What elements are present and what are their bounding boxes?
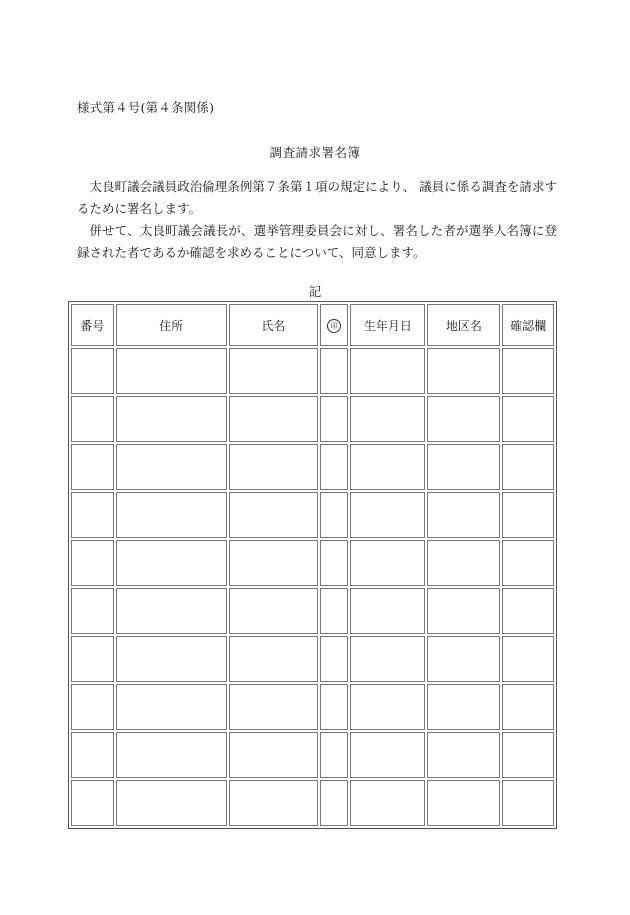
- paragraph-consent: 併せて、太良町議会議長が、選挙管理委員会に対し、署名した者が選挙人名簿に登録された者であるか確認を求めることについて、同意します。: [77, 223, 557, 260]
- cell-address[interactable]: [116, 396, 227, 442]
- table-header-row: [71, 304, 554, 346]
- cell-name[interactable]: [229, 780, 318, 826]
- cell-seal[interactable]: [320, 780, 348, 826]
- cell-seal[interactable]: [320, 732, 348, 778]
- ki-label: 記: [308, 284, 322, 299]
- cell-number[interactable]: [71, 588, 114, 634]
- cell-name[interactable]: [229, 732, 318, 778]
- cell-birthdate[interactable]: [350, 348, 425, 394]
- cell-number[interactable]: [71, 444, 114, 490]
- cell-address[interactable]: [116, 588, 227, 634]
- paragraph-request: 太良町議会議員政治倫理条例第７条第１項の規定により、 議員に係る調査を請求するために署名します。: [77, 179, 557, 216]
- cell-address[interactable]: [116, 636, 227, 682]
- cell-confirmation[interactable]: [502, 444, 554, 490]
- table-body: [71, 348, 554, 826]
- cell-seal[interactable]: [320, 588, 348, 634]
- cell-confirmation[interactable]: [502, 684, 554, 730]
- cell-district[interactable]: [427, 348, 500, 394]
- cell-name[interactable]: [229, 636, 318, 682]
- cell-seal[interactable]: [320, 396, 348, 442]
- cell-birthdate[interactable]: [350, 588, 425, 634]
- cell-name[interactable]: [229, 540, 318, 586]
- cell-name[interactable]: [229, 396, 318, 442]
- cell-name[interactable]: [229, 588, 318, 634]
- cell-number[interactable]: [71, 780, 114, 826]
- cell-name[interactable]: [229, 684, 318, 730]
- table-row: [71, 540, 554, 586]
- cell-seal[interactable]: [320, 540, 348, 586]
- cell-confirmation[interactable]: [502, 636, 554, 682]
- cell-district[interactable]: [427, 540, 500, 586]
- cell-district[interactable]: [427, 636, 500, 682]
- seal-icon: 印: [327, 319, 341, 333]
- cell-district[interactable]: [427, 492, 500, 538]
- cell-name[interactable]: [229, 444, 318, 490]
- cell-address[interactable]: [116, 492, 227, 538]
- cell-district[interactable]: [427, 444, 500, 490]
- cell-confirmation[interactable]: [502, 492, 554, 538]
- cell-birthdate[interactable]: [350, 444, 425, 490]
- table-row: [71, 588, 554, 634]
- cell-address[interactable]: [116, 348, 227, 394]
- cell-confirmation[interactable]: [502, 588, 554, 634]
- header-number: 番号: [71, 304, 114, 346]
- cell-number[interactable]: [71, 540, 114, 586]
- cell-district[interactable]: [427, 588, 500, 634]
- cell-confirmation[interactable]: [502, 732, 554, 778]
- cell-number[interactable]: [71, 636, 114, 682]
- cell-birthdate[interactable]: [350, 492, 425, 538]
- cell-district[interactable]: [427, 780, 500, 826]
- cell-confirmation[interactable]: [502, 780, 554, 826]
- cell-district[interactable]: [427, 732, 500, 778]
- cell-number[interactable]: [71, 732, 114, 778]
- cell-birthdate[interactable]: [350, 396, 425, 442]
- cell-birthdate[interactable]: [350, 780, 425, 826]
- cell-address[interactable]: [116, 684, 227, 730]
- cell-confirmation[interactable]: [502, 396, 554, 442]
- cell-number[interactable]: [71, 492, 114, 538]
- cell-name[interactable]: [229, 492, 318, 538]
- cell-seal[interactable]: [320, 492, 348, 538]
- cell-address[interactable]: [116, 780, 227, 826]
- table-row: [71, 684, 554, 730]
- cell-seal[interactable]: [320, 444, 348, 490]
- table-row: [71, 348, 554, 394]
- cell-birthdate[interactable]: [350, 684, 425, 730]
- table-row: [71, 732, 554, 778]
- cell-number[interactable]: [71, 396, 114, 442]
- cell-birthdate[interactable]: [350, 636, 425, 682]
- table-row: [71, 492, 554, 538]
- document-title: 調査請求署名簿: [269, 145, 361, 160]
- cell-name[interactable]: [229, 348, 318, 394]
- header-confirmation: 確認欄: [502, 304, 554, 346]
- table-row: [71, 444, 554, 490]
- cell-number[interactable]: [71, 348, 114, 394]
- header-address: 住所: [116, 304, 227, 346]
- cell-seal[interactable]: [320, 636, 348, 682]
- form-number: 様式第４号(第４条関係): [77, 100, 215, 115]
- table-row: [71, 780, 554, 826]
- table-row: [71, 636, 554, 682]
- header-birthdate: 生年月日: [350, 304, 425, 346]
- cell-district[interactable]: [427, 396, 500, 442]
- cell-address[interactable]: [116, 540, 227, 586]
- cell-seal[interactable]: [320, 684, 348, 730]
- cell-number[interactable]: [71, 684, 114, 730]
- cell-confirmation[interactable]: [502, 540, 554, 586]
- cell-confirmation[interactable]: [502, 348, 554, 394]
- cell-address[interactable]: [116, 444, 227, 490]
- table-row: [71, 396, 554, 442]
- cell-seal[interactable]: [320, 348, 348, 394]
- cell-district[interactable]: [427, 684, 500, 730]
- header-district: 地区名: [427, 304, 500, 346]
- header-seal: [320, 304, 348, 346]
- cell-birthdate[interactable]: [350, 732, 425, 778]
- signature-table: [68, 301, 557, 829]
- cell-address[interactable]: [116, 732, 227, 778]
- header-name: 氏名: [229, 304, 318, 346]
- body-text: [77, 176, 557, 264]
- cell-birthdate[interactable]: [350, 540, 425, 586]
